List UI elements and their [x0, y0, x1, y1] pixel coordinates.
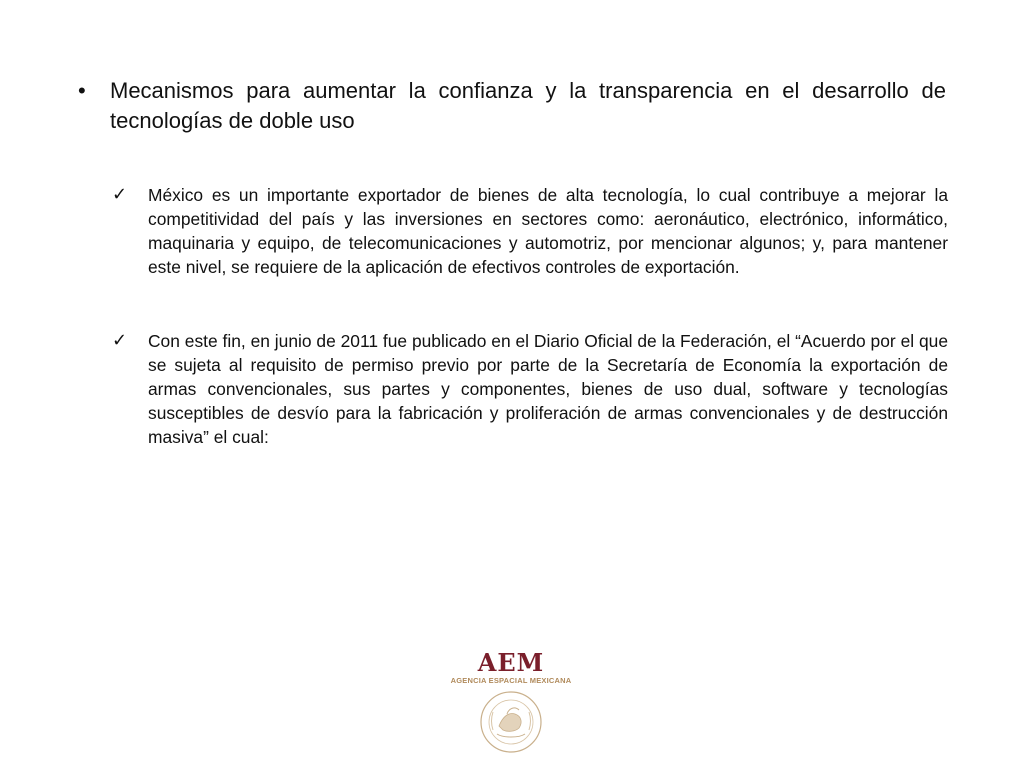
- bullet-icon: •: [78, 78, 86, 103]
- main-bullet-text: Mecanismos para aumentar la confianza y la transparencia en el desarrollo de tecnologías de doble uso: [110, 78, 946, 133]
- logo-acronym: AEM: [477, 648, 545, 677]
- aem-logo: [446, 650, 576, 760]
- national-seal-icon: [479, 690, 543, 754]
- check-item: [112, 183, 948, 279]
- check-item: [112, 329, 948, 449]
- checkmark-icon: ✓: [112, 184, 128, 205]
- checkmark-icon: ✓: [112, 330, 128, 351]
- check-item-text: México es un importante exportador de bienes de alta tecnología, lo cual contribuye a mejorar la competitividad del país y las inversiones en sectores como: aeronáutico, electrónico, informático, maquinaria y equipo, de telecomunicaciones y automotriz, por mencionar algunos; y, para mantener este nivel, se requiere de la aplicación de efectivos controles de exportación.: [148, 185, 948, 277]
- main-bullet-point: [78, 76, 946, 136]
- check-item-text: Con este fin, en junio de 2011 fue publicado en el Diario Oficial de la Federación, el “Acuerdo por el que se sujeta al requisito de permiso previo por parte de la Secretaría de Economía la exportación de armas convencionales, sus partes y componentes, bienes de uso dual, software y tecnologías susceptibles de desvío para la fabricación y proliferación de armas convencionales y de destrucción masiva” el cual:: [148, 331, 948, 447]
- logo-agency-name: AGENCIA ESPACIAL MEXICANA: [450, 676, 572, 685]
